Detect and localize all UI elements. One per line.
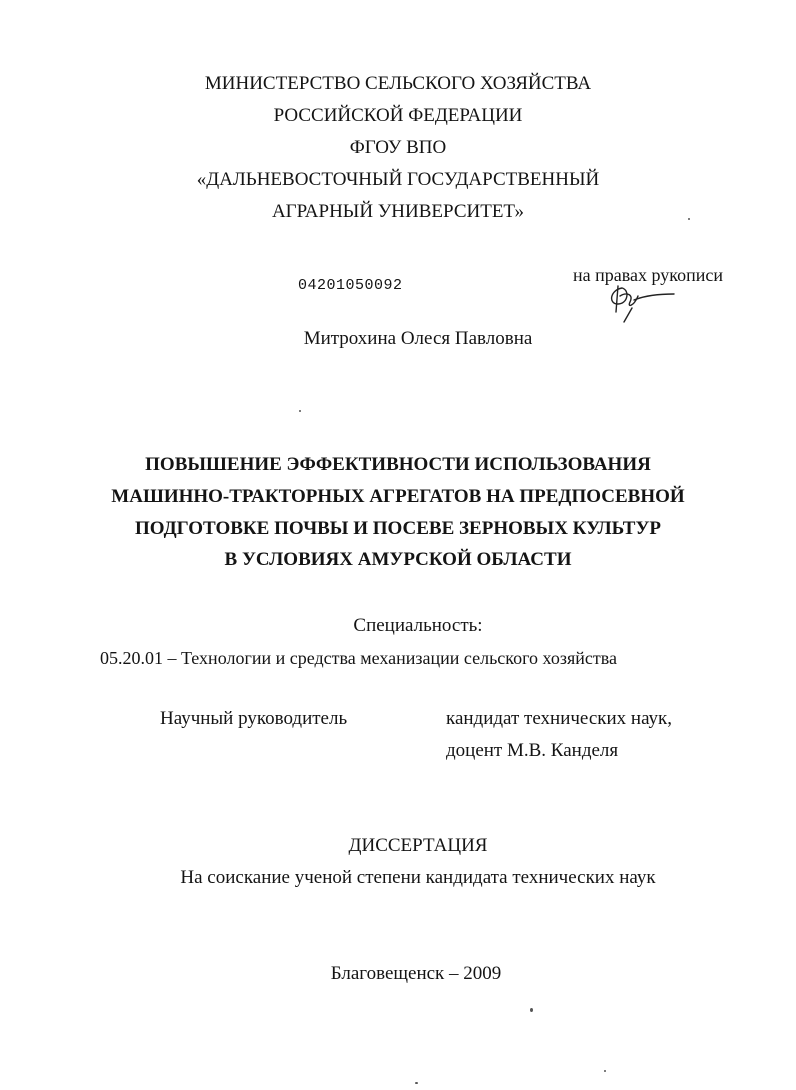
thesis-title-line-4: В УСЛОВИЯХ АМУРСКОЙ ОБЛАСТИ bbox=[224, 549, 572, 570]
author-name: Митрохина Олеся Павловна bbox=[303, 328, 533, 349]
university-line-2: АГРАРНЫЙ УНИВЕРСИТЕТ» bbox=[271, 201, 525, 222]
scan-speck bbox=[415, 1082, 418, 1084]
supervisor-name: доцент М.В. Канделя bbox=[446, 740, 619, 761]
document-type: ДИССЕРТАЦИЯ bbox=[348, 835, 488, 856]
registration-number: 04201050092 bbox=[298, 277, 403, 294]
specialty-value: 05.20.01 – Технологии и средства механизации сельского хозяйства bbox=[100, 648, 617, 668]
ministry-line-2: РОССИЙСКОЙ ФЕДЕРАЦИИ bbox=[273, 105, 523, 126]
handwritten-signature-icon bbox=[604, 282, 684, 324]
degree-purpose: На соискание ученой степени кандидата технических наук bbox=[180, 867, 656, 888]
scan-speck bbox=[299, 410, 301, 412]
scan-speck bbox=[688, 218, 690, 220]
place-year: Благовещенск – 2009 bbox=[330, 963, 502, 984]
thesis-title-line-2: МАШИННО-ТРАКТОРНЫХ АГРЕГАТОВ НА ПРЕДПОСЕВНОЙ bbox=[111, 486, 685, 507]
thesis-title-line-3: ПОДГОТОВКЕ ПОЧВЫ И ПОСЕВЕ ЗЕРНОВЫХ КУЛЬТУР bbox=[134, 518, 662, 539]
supervisor-label: Научный руководитель bbox=[160, 708, 348, 729]
university-line-1: «ДАЛЬНЕВОСТОЧНЫЙ ГОСУДАРСТВЕННЫЙ bbox=[196, 169, 600, 190]
specialty-label: Специальность: bbox=[353, 615, 483, 636]
scan-speck bbox=[604, 1070, 606, 1072]
manuscript-note: на правах рукописи bbox=[573, 265, 723, 285]
scan-speck bbox=[530, 1008, 533, 1012]
supervisor-degree: кандидат технических наук, bbox=[446, 708, 673, 729]
institution-type: ФГОУ ВПО bbox=[349, 137, 447, 158]
thesis-title-line-1: ПОВЫШЕНИЕ ЭФФЕКТИВНОСТИ ИСПОЛЬЗОВАНИЯ bbox=[145, 454, 651, 475]
ministry-line-1: МИНИСТЕРСТВО СЕЛЬСКОГО ХОЗЯЙСТВА bbox=[204, 73, 592, 94]
